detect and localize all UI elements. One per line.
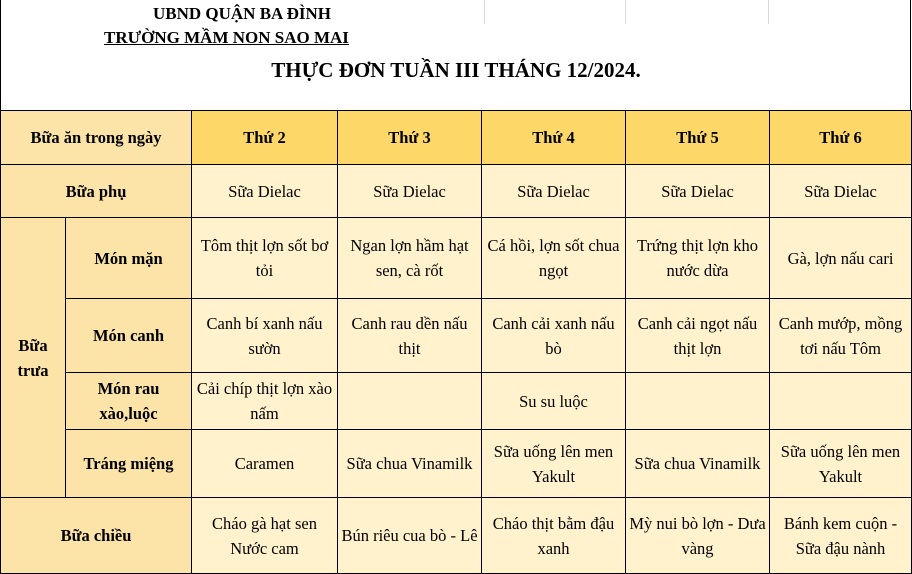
menu-cell (770, 373, 912, 430)
header-row (1, 111, 912, 165)
menu-cell: Trứng thịt lợn kho nước dừa (626, 218, 770, 299)
dish-label-mon-canh: Món canh (66, 299, 192, 373)
menu-cell: Gà, lợn nấu cari (770, 218, 912, 299)
menu-cell: Canh bí xanh nấu sườn (192, 299, 338, 373)
meal-label-bua-chieu: Bữa chiều (1, 498, 192, 574)
table-row (1, 299, 912, 373)
menu-cell: Cháo thịt bằm đậu xanh (482, 498, 626, 574)
menu-cell: Bánh kem cuộn - Sữa đậu nành (770, 498, 912, 574)
corner-label: Bữa ăn trong ngày (1, 111, 192, 165)
menu-cell: Canh cải xanh nấu bò (482, 299, 626, 373)
menu-cell (626, 373, 770, 430)
menu-cell: Ngan lợn hầm hạt sen, cà rốt (338, 218, 482, 299)
menu-cell: Canh cải ngọt nấu thịt lợn (626, 299, 770, 373)
menu-cell: Sữa Dielac (192, 165, 338, 218)
menu-cell: Sữa chua Vinamilk (626, 430, 770, 498)
day-header: Thứ 3 (338, 111, 482, 165)
grid-line (768, 0, 769, 24)
menu-table (0, 110, 912, 574)
menu-cell: Mỳ nui bò lợn - Dưa vàng (626, 498, 770, 574)
dish-label-trang-mieng: Tráng miệng (66, 430, 192, 498)
menu-cell: Bún riêu cua bò - Lê (338, 498, 482, 574)
menu-cell (338, 373, 482, 430)
menu-cell: Tôm thịt lợn sốt bơ tỏi (192, 218, 338, 299)
dish-label-mon-man: Món mặn (66, 218, 192, 299)
menu-cell: Canh mướp, mồng tơi nấu Tôm (770, 299, 912, 373)
district-name: UBND QUẬN BA ĐÌNH (152, 4, 332, 23)
menu-cell: Canh rau dền nấu thịt (338, 299, 482, 373)
dish-label-mon-rau: Món rau xào,luộc (66, 373, 192, 430)
day-header: Thứ 5 (626, 111, 770, 165)
table-row (1, 430, 912, 498)
document-header (0, 0, 912, 110)
menu-cell: Sữa chua Vinamilk (338, 430, 482, 498)
menu-cell: Sữa Dielac (770, 165, 912, 218)
menu-cell: Sữa uống lên men Yakult (482, 430, 626, 498)
table-row (1, 165, 912, 218)
meal-label-bua-trua: Bữa trưa (1, 218, 66, 498)
menu-cell: Su su luộc (482, 373, 626, 430)
menu-cell: Cá hồi, lợn sốt chua ngọt (482, 218, 626, 299)
school-name: TRƯỜNG MẦM NON SAO MAI (104, 28, 349, 47)
day-header: Thứ 4 (482, 111, 626, 165)
table-row (1, 218, 912, 299)
meal-label-bua-phu: Bữa phụ (1, 165, 192, 218)
menu-cell: Cháo gà hạt sen Nước cam (192, 498, 338, 574)
menu-cell: Sữa Dielac (626, 165, 770, 218)
grid-line (484, 0, 485, 24)
table-row (1, 373, 912, 430)
menu-cell: Cải chíp thịt lợn xào nấm (192, 373, 338, 430)
menu-cell: Sữa uống lên men Yakult (770, 430, 912, 498)
grid-line (625, 0, 626, 24)
menu-cell: Sữa Dielac (338, 165, 482, 218)
table-row (1, 498, 912, 574)
border-right (910, 0, 911, 110)
menu-cell: Sữa Dielac (482, 165, 626, 218)
page-title: THỰC ĐƠN TUẦN III THÁNG 12/2024. (271, 58, 641, 82)
day-header: Thứ 2 (192, 111, 338, 165)
day-header: Thứ 6 (770, 111, 912, 165)
menu-cell: Caramen (192, 430, 338, 498)
